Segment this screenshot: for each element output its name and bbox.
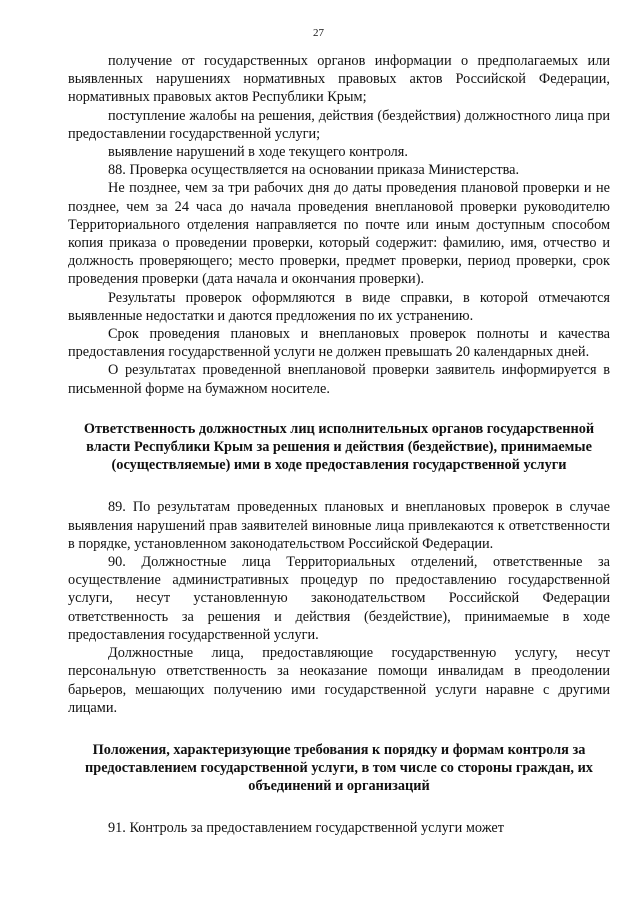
document-body: [68, 52, 610, 837]
paragraph: О результатах проведенной внеплановой проверки заявитель информируется в письменной форме на бумажном носителе.: [68, 362, 610, 397]
paragraph: 89. По результатам проведенных плановых и внеплановых проверок в случае выявления нарушений прав заявителей виновные лица привлекаются к ответственности в порядке, установленном законодательством Российской Федерации.: [68, 499, 610, 552]
paragraph: 90. Должностные лица Территориальных отделений, ответственные за осуществление административных процедур по предоставлению государственной услуги, несут установленную законодательством Российской Федерации ответственность за решения и действия (бездействие), принимаемые в ходе предоставления государственной услуги.: [68, 554, 610, 643]
paragraph: поступление жалобы на решения, действия (бездействия) должностного лица при предоставлении государственной услуги;: [68, 107, 610, 142]
paragraph: 91. Контроль за предоставлением государственной услуги может: [108, 819, 505, 836]
paragraph: получение от государственных органов информации о предполагаемых или выявленных нарушениях нормативных правовых актов Российской Федерации, нормативных правовых актов Республики Крым;: [68, 53, 610, 106]
paragraph: выявление нарушений в ходе текущего контроля.: [108, 144, 408, 161]
section-heading: Положения, характеризующие требования к порядку и формам контроля за предоставлением государственной услуги, в том числе со стороны граждан, их объединений и организаций: [85, 741, 593, 795]
paragraph: Результаты проверок оформляются в виде справки, в которой отмечаются выявленные недостатки и даются предложения по их устранению.: [68, 289, 610, 324]
page-number: 27: [313, 27, 324, 39]
paragraph: 88. Проверка осуществляется на основании приказа Министерства.: [108, 162, 520, 179]
paragraph: Должностные лица, предоставляющие государственную услугу, несут персональную ответственность за неоказание помощи инвалидам в преодолении барьеров, мешающих получению ими государственной услуги наравне с другими лицами.: [68, 645, 610, 716]
section-heading: Ответственность должностных лиц исполнительных органов государственной власти Республики Крым за решения и действия (бездействие), принимаемые (осуществляемые) ими в ходе предоставления государственной услуги: [83, 420, 595, 474]
paragraph: Не позднее, чем за три рабочих дня до даты проведения плановой проверки и не позднее, чем за 24 часа до начала проведения внеплановой проверки руководителю Территориального отделения направляется по почте или иным доступным способом копия приказа о проведении проверки, который содержит: фамилию, имя, отчество и должность проверяющего; место проверки, предмет проверки, период проверки, срок проведения проверки (дата начала и окончания проверки).: [68, 180, 610, 288]
paragraph: Срок проведения плановых и внеплановых проверок полноты и качества предоставления государственной услуги не должен превышать 20 календарных дней.: [68, 326, 610, 361]
